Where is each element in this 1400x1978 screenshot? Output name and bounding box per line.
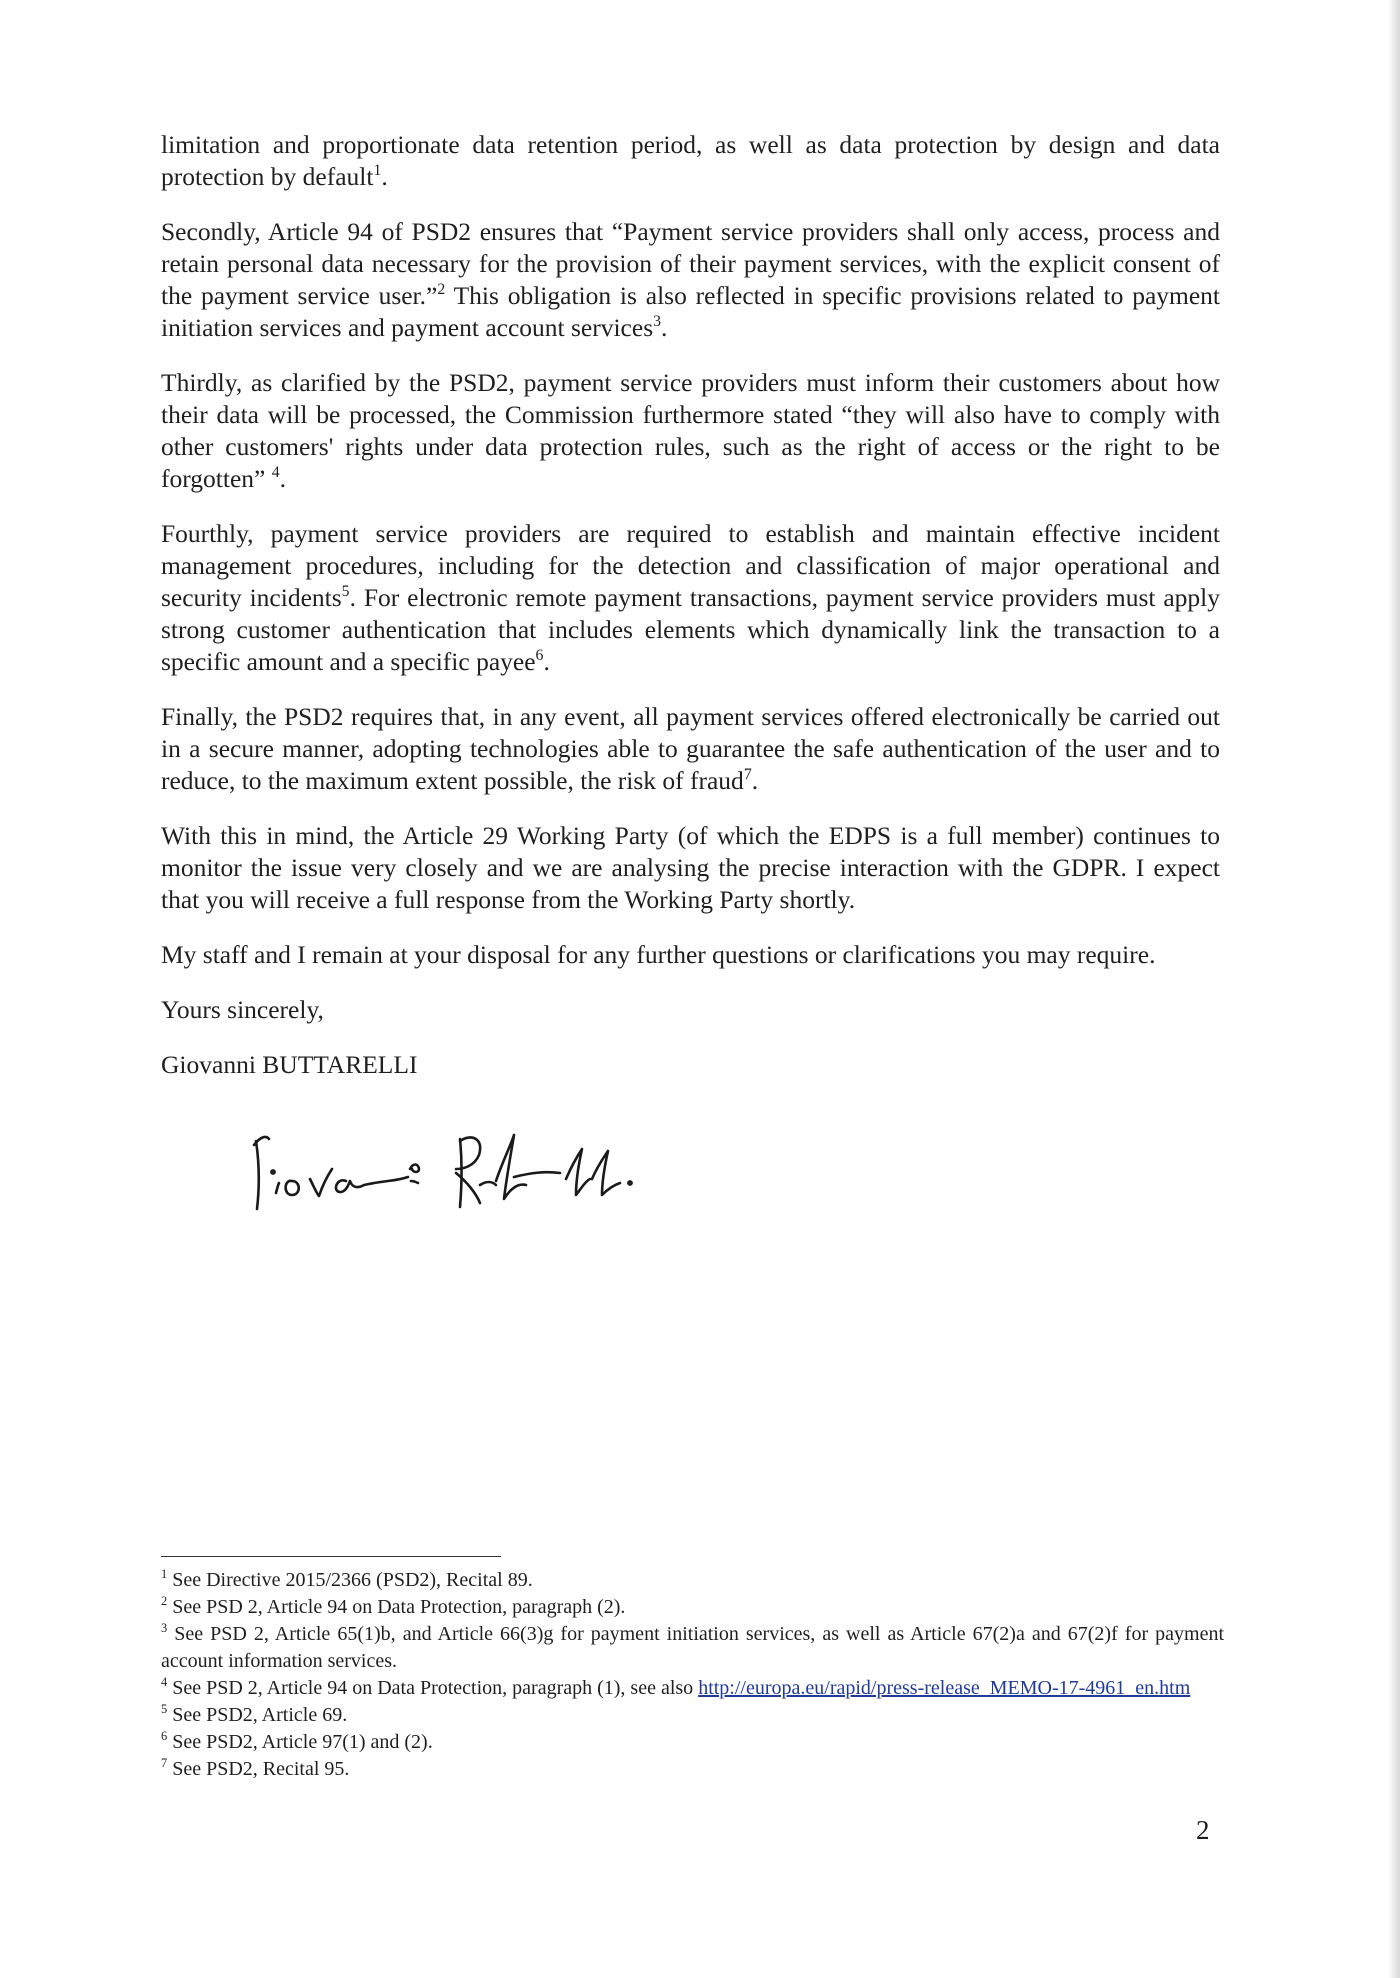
footnote-ref: 6 [535, 646, 544, 664]
footnote-2: $^2$ See PSD 2, Article 94 on Data Protection, paragraph (2). [161, 1593, 626, 1618]
footnote-ref: 1 [373, 161, 382, 179]
letter-body [161, 129, 1220, 1104]
footnote-ref: 4 [271, 463, 280, 481]
paragraph-data-protection-by-design: limitation and proportionate data retention period, as well as data protection by design and data protection by default$^1$. [161, 130, 1220, 191]
footnote-3: $^3$ See PSD 2, Article 65(1)b, and Article 66(3)g for payment initiation services, as well as Article 67(2)a and 67(2)f for payment account information services. [161, 1620, 1224, 1672]
footnote-4: $^4$ See PSD 2, Article 94 on Data Protection, paragraph (1), see also http://europa.eu/rapid/press-release_MEMO-17-4961_en.htm [161, 1674, 1191, 1699]
footnote-5: $^5$ See PSD2, Article 69. [161, 1701, 348, 1726]
footnote-ref: 3 [653, 312, 662, 330]
paragraph-finally: Finally, the PSD2 requires that, in any event, all payment services offered electronically be carried out in a secure manner, adopting technologies able to guarantee the safe authentication of the user and to reduce, to the maximum extent possible, the risk of fraud$^7$. [161, 702, 1220, 795]
footnotes [161, 1567, 1224, 1783]
footnote-ref: 2 [437, 280, 446, 298]
footnote-6: $^6$ See PSD2, Article 97(1) and (2). [161, 1728, 433, 1753]
footnote-1: $^1$ See Directive 2015/2366 (PSD2), Recital 89. [161, 1566, 533, 1591]
paragraph-secondly: Secondly, Article 94 of PSD2 ensures that “Payment service providers shall only access, process and retain personal data necessary for the provision of their payment services, with the explicit consent of the payment service user.”$^2$ This obligation is also reflected in specific provisions related to payment initiation services and payment account services$^3$. [161, 217, 1220, 342]
salutation: Yours sincerely, [161, 995, 324, 1024]
press-release-link[interactable]: http://europa.eu/rapid/press-release_MEMO-17-4961_en.htm [698, 1677, 1191, 1699]
footnote-ref: 7 [743, 765, 752, 783]
paragraph-fourthly: Fourthly, payment service providers are required to establish and maintain effective incident management procedures, including for the detection and classification of major operational and security incidents$^5$. For electronic remote payment transactions, payment service providers must apply strong customer authentication that includes elements which dynamically link the transaction to a specific amount and a specific payee$^6$. [161, 519, 1220, 676]
handwritten-signature [248, 1125, 648, 1225]
scan-edge-shadow [1388, 0, 1400, 1978]
paragraph-working-party: With this in mind, the Article 29 Working Party (of which the EDPS is a full member) continues to monitor the issue very closely and we are analysing the precise interaction with the GDPR. I expect that you will receive a full response from the Working Party shortly. [161, 821, 1220, 914]
footnote-divider [161, 1556, 501, 1557]
paragraph-disposal: My staff and I remain at your disposal for any further questions or clarifications you may require. [161, 940, 1156, 969]
paragraph-thirdly: Thirdly, as clarified by the PSD2, payment service providers must inform their customers about how their data will be processed, the Commission furthermore stated “they will also have to comply with other customers' rights under data protection rules, such as the right of access or the right to be forgotten” $^4$. [161, 368, 1220, 493]
page-number: 2 [1196, 1815, 1210, 1845]
footnote-ref: 5 [341, 582, 350, 600]
footnote-7: $^7$ See PSD2, Recital 95. [161, 1755, 350, 1780]
signatory-name: Giovanni BUTTARELLI [161, 1050, 418, 1079]
